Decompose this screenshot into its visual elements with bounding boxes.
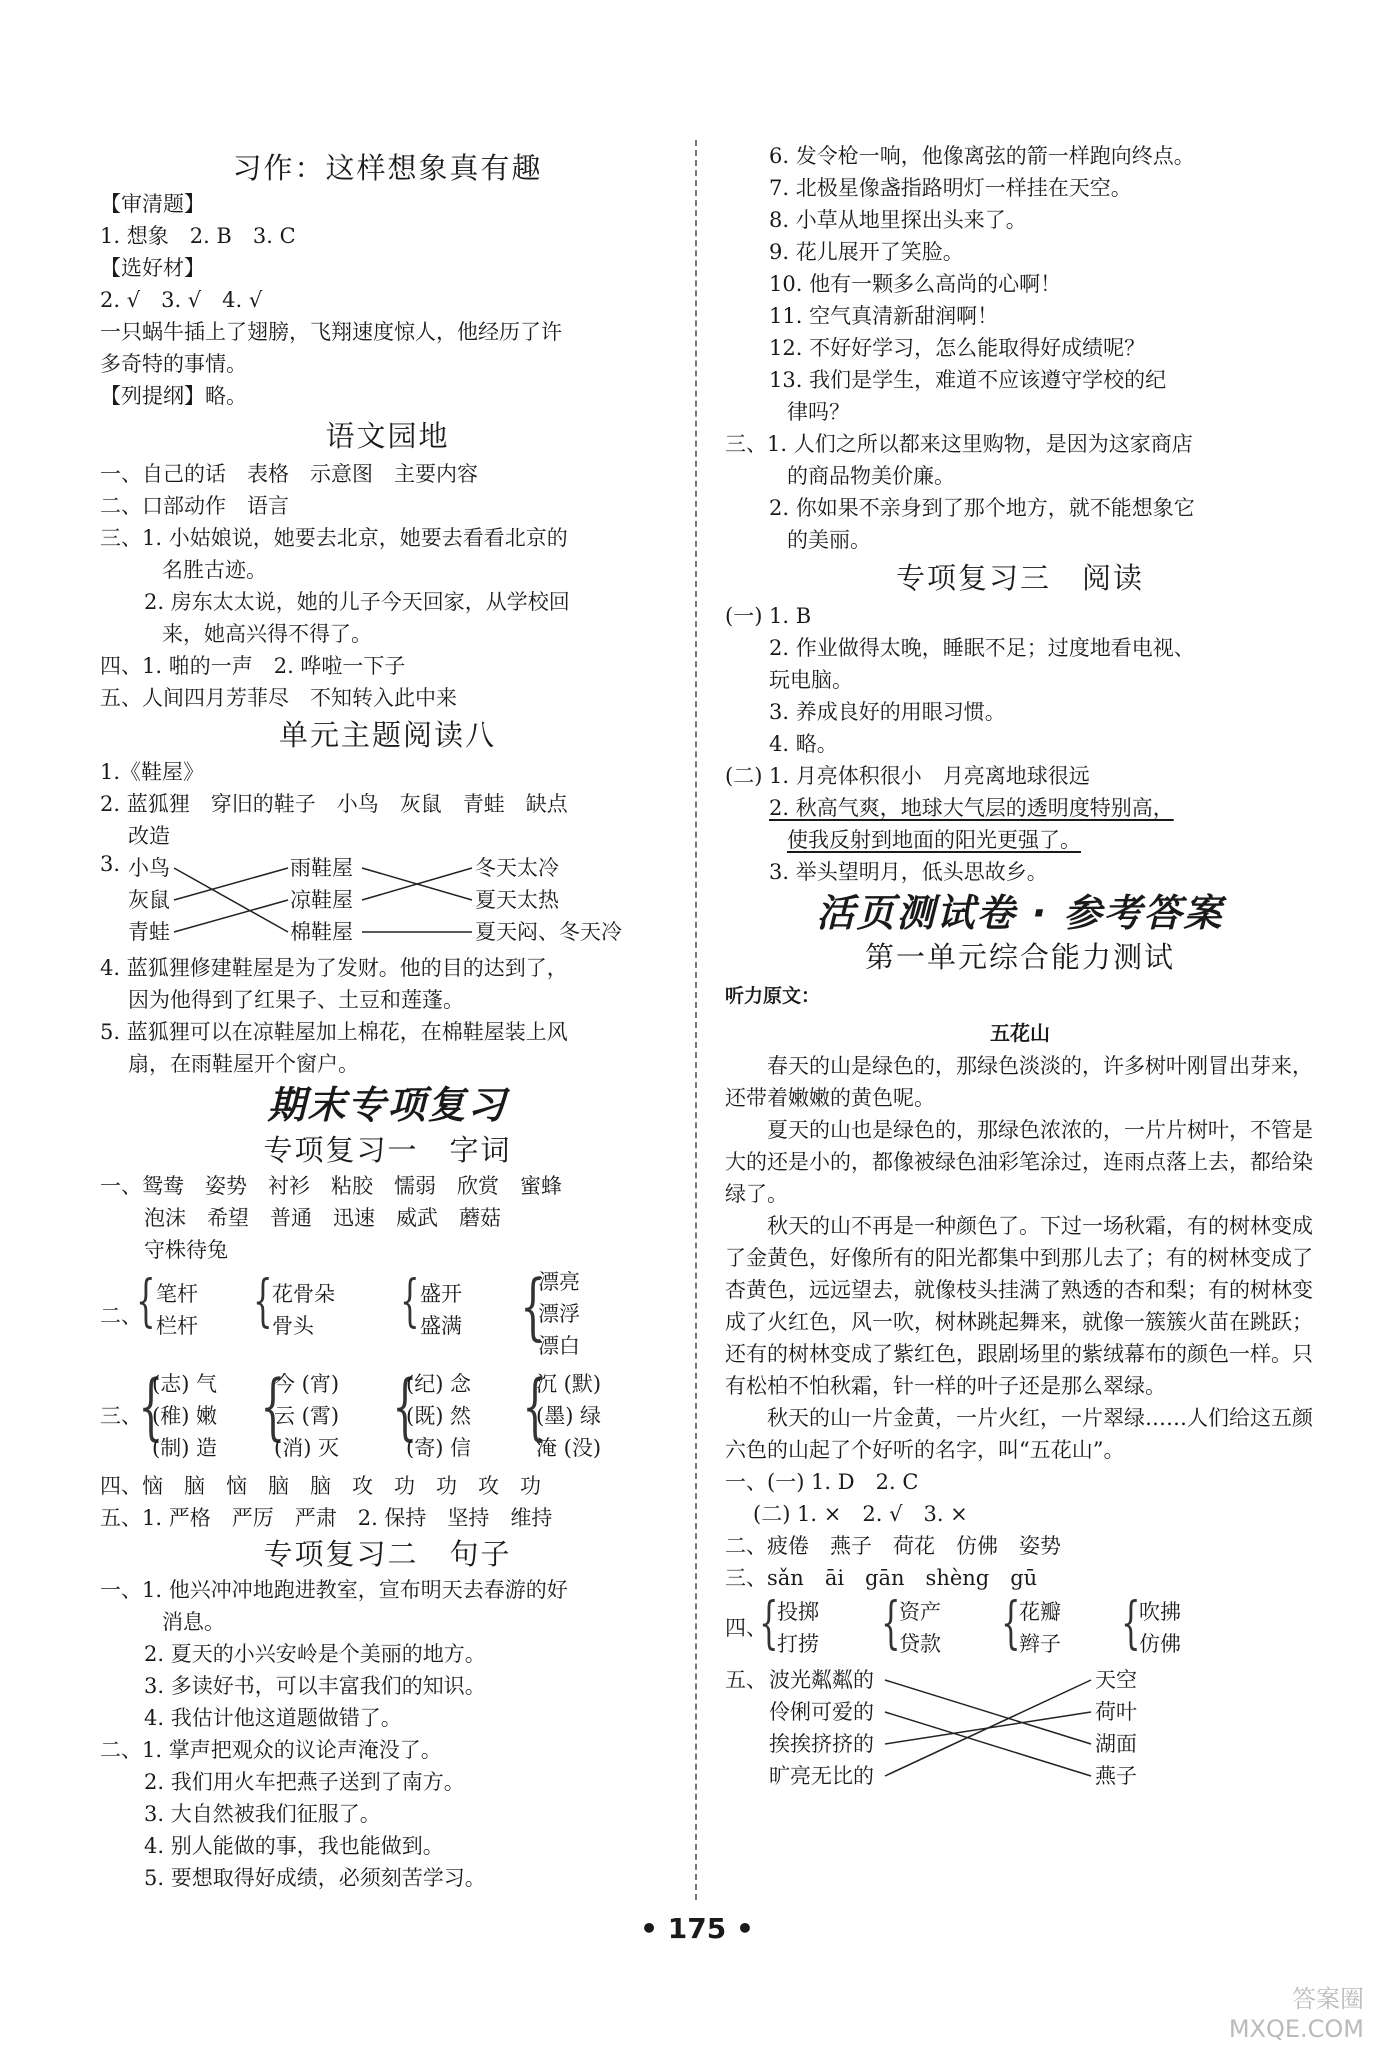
word: 骨头 — [272, 1314, 314, 1338]
match-line — [885, 1712, 1091, 1776]
section-title-final-review: 期末专项复习 — [267, 1083, 508, 1127]
text-line: 2. 作业做得太晚，睡眠不足；过度地看电视、 — [769, 636, 1195, 660]
text-line: 13. 我们是学生，难道不应该遵守学校的纪 — [769, 368, 1167, 392]
item-number: 五、 — [725, 1668, 767, 1692]
match-line — [885, 1680, 1091, 1744]
text-line: 11. 空气真清新甜润啊！ — [769, 304, 999, 328]
word: (志) 气 — [152, 1372, 218, 1396]
text-line — [725, 792, 1315, 824]
text-line: 4. 蓝狐狸修建鞋屋是为了发财。他的目的达到了， — [100, 956, 568, 980]
match-item: 挨挨挤挤的 — [769, 1732, 874, 1756]
brace-icon: { — [136, 1269, 156, 1334]
match-lines — [100, 852, 675, 952]
brace-icon: { — [759, 1591, 779, 1656]
match-item: 天空 — [1095, 1668, 1137, 1692]
match-item: 雨鞋屋 — [290, 856, 353, 880]
pinyin-line: 三、sǎn āi gān shèng gū — [725, 1566, 1038, 1590]
text-line: 3. 多读好书，可以丰富我们的知识。 — [144, 1674, 486, 1698]
text-line: 3. 大自然被我们征服了。 — [144, 1802, 381, 1826]
match-line — [174, 868, 288, 932]
text-line: 玩电脑。 — [769, 668, 853, 692]
word: 贷款 — [899, 1632, 941, 1656]
text-line: 1.《鞋屋》 — [100, 760, 205, 784]
match-item: 夏天太热 — [475, 888, 559, 912]
text-line: 泡沫 希望 普通 迅速 威武 蘑菇 — [144, 1206, 501, 1230]
text-line: 3. 养成良好的用眼习惯。 — [769, 700, 1006, 724]
word: (寄) 信 — [406, 1436, 472, 1460]
match-lines — [725, 1662, 1315, 1794]
word: 沉 (默) — [536, 1372, 602, 1396]
text-line: 五、人间四月芳菲尽 不知转入此中来 — [100, 686, 457, 710]
item-number: 四、 — [725, 1616, 767, 1640]
text-line: 一、鸳鸯 姿势 衬衫 粘胶 懦弱 欣赏 蜜蜂 — [100, 1174, 562, 1198]
word: (稚) 嫩 — [152, 1404, 218, 1428]
match-item: 湖面 — [1095, 1732, 1137, 1756]
watermark-logo — [1229, 1984, 1364, 2044]
text-line: 名胜古迹。 — [162, 558, 267, 582]
text-line: 4. 我估计他这道题做错了。 — [144, 1706, 402, 1730]
text-line: 5. 蓝狐狸可以在凉鞋屋加上棉花，在棉鞋屋装上风 — [100, 1020, 568, 1044]
homophone-groups — [100, 1366, 675, 1470]
match-item: 伶俐可爱的 — [769, 1700, 874, 1724]
match-line — [174, 900, 288, 932]
item-number: 三、 — [100, 1404, 142, 1428]
text-line: 12. 不好好学习，怎么能取得好成绩呢？ — [769, 336, 1146, 360]
text-line: 2. 夏天的小兴安岭是个美丽的地方。 — [144, 1642, 486, 1666]
brace-icon: { — [400, 1269, 420, 1334]
text-line: 的商品物美价廉。 — [787, 464, 955, 488]
word: 栏杆 — [156, 1314, 198, 1338]
text-line: 一、自己的话 表格 示意图 主要内容 — [100, 462, 478, 486]
page-number-value: 175 — [667, 1912, 727, 1945]
story-paragraph: 秋天的山一片金黄，一片火红，一片翠绿……人们给这五颜六色的山起了个好听的名字，叫“五花山”。 — [725, 1406, 1313, 1462]
text-line: 2. 你如果不亲身到了那个地方，就不能想象它 — [769, 496, 1195, 520]
underlined-answer: 2. 秋高气爽，地球大气层的透明度特别高， — [769, 796, 1174, 820]
brace-icon: { — [1121, 1591, 1141, 1656]
word: 吹拂 — [1139, 1600, 1181, 1624]
match-item: 青蛙 — [128, 920, 170, 944]
section-subtitle-words: 专项复习一 字词 — [263, 1133, 512, 1167]
word: 花骨朵 — [272, 1282, 335, 1306]
underlined-answer: 使我反射到地面的阳光更强了。 — [787, 828, 1081, 852]
word: 盛开 — [420, 1282, 462, 1306]
brace-icon: { — [253, 1269, 273, 1334]
word: 今 (宵) — [274, 1372, 340, 1396]
section-title-xizuo: 习作：这样想象真有趣 — [232, 151, 543, 185]
word: 笔杆 — [156, 1282, 198, 1306]
text-line: 消息。 — [162, 1610, 225, 1634]
match-item: 夏天闷、冬天冷 — [475, 920, 622, 944]
text-line: 2. 蓝狐狸 穿旧的鞋子 小鸟 灰鼠 青蛙 缺点 — [100, 792, 568, 816]
word: 资产 — [899, 1600, 941, 1624]
match-item: 冬天太冷 — [475, 856, 559, 880]
text-line: 3. 举头望明月，低头思故乡。 — [769, 860, 1048, 884]
text-line: 2. 我们用火车把燕子送到了南方。 — [144, 1770, 465, 1794]
match-item: 荷叶 — [1095, 1700, 1137, 1724]
brace-icon: { — [520, 1264, 546, 1348]
text-line: 四、恼 脑 恼 脑 脑 攻 功 功 攻 功 — [100, 1474, 541, 1498]
page-number: • 175 • — [640, 1912, 754, 1945]
text-line: 【审清题】 — [100, 192, 205, 216]
outline-label: 【列提纲】 — [100, 384, 205, 408]
story-title: 五花山 — [990, 1021, 1050, 1045]
match-line — [174, 868, 288, 900]
watermark-brand: 答案圈 — [1292, 1985, 1364, 2013]
word: 花瓣 — [1019, 1600, 1061, 1624]
word: 投掷 — [777, 1600, 819, 1624]
text-line: (一) 1. B — [725, 604, 812, 628]
section-title-yuwenyuandi: 语文园地 — [325, 419, 450, 453]
column-divider — [695, 140, 697, 1900]
text-line: 改造 — [128, 824, 170, 848]
text-line: 8. 小草从地里探出头来了。 — [769, 208, 1027, 232]
section-title-reading: 专项复习三 阅读 — [895, 561, 1144, 595]
brace-icon: { — [1001, 1591, 1021, 1656]
polyphone-groups — [100, 1266, 675, 1366]
text-line: 一、(一) 1. D 2. C — [725, 1470, 919, 1494]
match-line — [885, 1680, 1091, 1776]
text-line: (二) 1. × 2. √ 3. × — [753, 1502, 968, 1526]
story-paragraph: 秋天的山不再是一种颜色了。下过一场秋霜，有的树林变成了金黄色，好像所有的阳光都集中到那儿去了；有的树林变成了杏黄色，远远望去，就像枝头挂满了熟透的杏和梨；有的树林变成了火红色，风一吹，树林跳起舞来，就像一簇簇火苗在跳跃；还有的树林变成了紫红色，跟剧场里的紫绒幕布的颜色一样。只有松柏不怕秋霜，针一样的叶子还是那么翠绿。 — [725, 1214, 1313, 1398]
word-groups — [725, 1591, 1315, 1662]
text-line: 9. 花儿展开了笑脸。 — [769, 240, 964, 264]
match-item: 旷亮无比的 — [769, 1764, 874, 1788]
right-column — [725, 0, 1315, 1794]
word: 盛满 — [420, 1314, 462, 1338]
brace-icon: { — [260, 1364, 286, 1448]
watermark-url: MXQE.COM — [1228, 2015, 1364, 2043]
match-item: 小鸟 — [128, 856, 170, 880]
brace-icon: { — [881, 1591, 901, 1656]
text-line: 因为他得到了红果子、土豆和莲蓬。 — [128, 988, 464, 1012]
word: (制) 造 — [152, 1436, 218, 1460]
word: 仿佛 — [1139, 1632, 1181, 1656]
word: (既) 然 — [406, 1404, 472, 1428]
word: 云 (霄) — [274, 1404, 340, 1428]
match-item: 灰鼠 — [128, 888, 170, 912]
match-item: 棉鞋屋 — [290, 920, 353, 944]
word: 打捞 — [777, 1632, 819, 1656]
text-line: 二、口部动作 语言 — [100, 494, 289, 518]
text-line: 10. 他有一颗多么高尚的心啊！ — [769, 272, 1062, 296]
match-item: 凉鞋屋 — [290, 888, 353, 912]
text-line: 来，她高兴得不得了。 — [162, 622, 372, 646]
text-line: 4. 别人能做的事，我也能做到。 — [144, 1834, 444, 1858]
word: 淹 (没) — [536, 1436, 602, 1460]
text-line: 守株待兔 — [144, 1238, 228, 1262]
match-number: 3. — [100, 852, 121, 876]
text-line: 的美丽。 — [787, 528, 871, 552]
text-line: 扇，在雨鞋屋开个窗户。 — [128, 1052, 359, 1076]
word: 漂白 — [538, 1334, 580, 1358]
text-line: 6. 发令枪一响，他像离弦的箭一样跑向终点。 — [769, 144, 1195, 168]
word: 漂亮 — [538, 1270, 580, 1294]
outline-text: 略。 — [205, 384, 247, 408]
text-line: 三、1. 人们之所以都来这里购物，是因为这家商店 — [725, 432, 1193, 456]
text-line: 三、1. 小姑娘说，她要去北京，她要去看看北京的 — [100, 526, 568, 550]
word: 辫子 — [1019, 1632, 1061, 1656]
text-line: 1. 想象 2. B 3. C — [100, 224, 296, 248]
text-line — [725, 824, 1315, 856]
text-line: 二、1. 掌声把观众的议论声淹没了。 — [100, 1738, 442, 1762]
text-line: 4. 略。 — [769, 732, 838, 756]
word: (墨) 绿 — [536, 1404, 602, 1428]
matching-exercise-shoe-house — [100, 852, 675, 952]
text-line: 2. √ 3. √ 4. √ — [100, 288, 263, 312]
left-column — [100, 0, 675, 1894]
section-subtitle-unit1: 第一单元综合能力测试 — [864, 940, 1175, 974]
story-paragraph: 夏天的山也是绿色的，那绿色浓浓的，一片片树叶，不管是大的还是小的，都像被绿色油彩笔涂过，连雨点落上去，都给染绿了。 — [725, 1118, 1313, 1206]
text-line: 一、1. 他兴冲冲地跑进教室，宣布明天去春游的好 — [100, 1578, 568, 1602]
text-line — [100, 380, 675, 412]
item-number: 二、 — [100, 1304, 142, 1328]
text-line: 二、疲倦 燕子 荷花 仿佛 姿势 — [725, 1534, 1061, 1558]
match-item: 燕子 — [1095, 1764, 1137, 1788]
text-line: 多奇特的事情。 — [100, 352, 247, 376]
text-line: 律吗？ — [787, 400, 850, 424]
matching-exercise-phrases — [725, 1662, 1315, 1794]
text-line: 5. 要想取得好成绩，必须刻苦学习。 — [144, 1866, 486, 1890]
section-title-sentences: 专项复习二 句子 — [263, 1537, 512, 1571]
listening-label: 听力原文： — [725, 985, 821, 1007]
word: (纪) 念 — [406, 1372, 472, 1396]
match-item: 波光粼粼的 — [769, 1668, 874, 1692]
brace-icon: { — [138, 1364, 164, 1448]
story-paragraph: 春天的山是绿色的，那绿色淡淡的，许多树叶刚冒出芽来，还带着嫩嫩的黄色呢。 — [725, 1054, 1313, 1110]
brace-icon: { — [522, 1364, 548, 1448]
text-line: 7. 北极星像盏指路明灯一样挂在天空。 — [769, 176, 1132, 200]
text-line: 一只蜗牛插上了翅膀，飞翔速度惊人，他经历了许 — [100, 320, 562, 344]
section-title-test-answers: 活页测试卷 · 参考答案 — [816, 891, 1224, 935]
word: 漂浮 — [538, 1302, 580, 1326]
text-line: 四、1. 啪的一声 2. 哗啦一下子 — [100, 654, 406, 678]
section-title-reading-8: 单元主题阅读八 — [278, 718, 496, 752]
text-line: 五、1. 严格 严厉 严肃 2. 保持 坚持 维持 — [100, 1506, 553, 1530]
text-line: 2. 房东太太说，她的儿子今天回家，从学校回 — [144, 590, 570, 614]
word: (消) 灭 — [274, 1436, 340, 1460]
text-line: (二) 1. 月亮体积很小 月亮离地球很远 — [725, 764, 1090, 788]
text-line: 【选好材】 — [100, 256, 205, 280]
brace-icon: { — [392, 1364, 418, 1448]
